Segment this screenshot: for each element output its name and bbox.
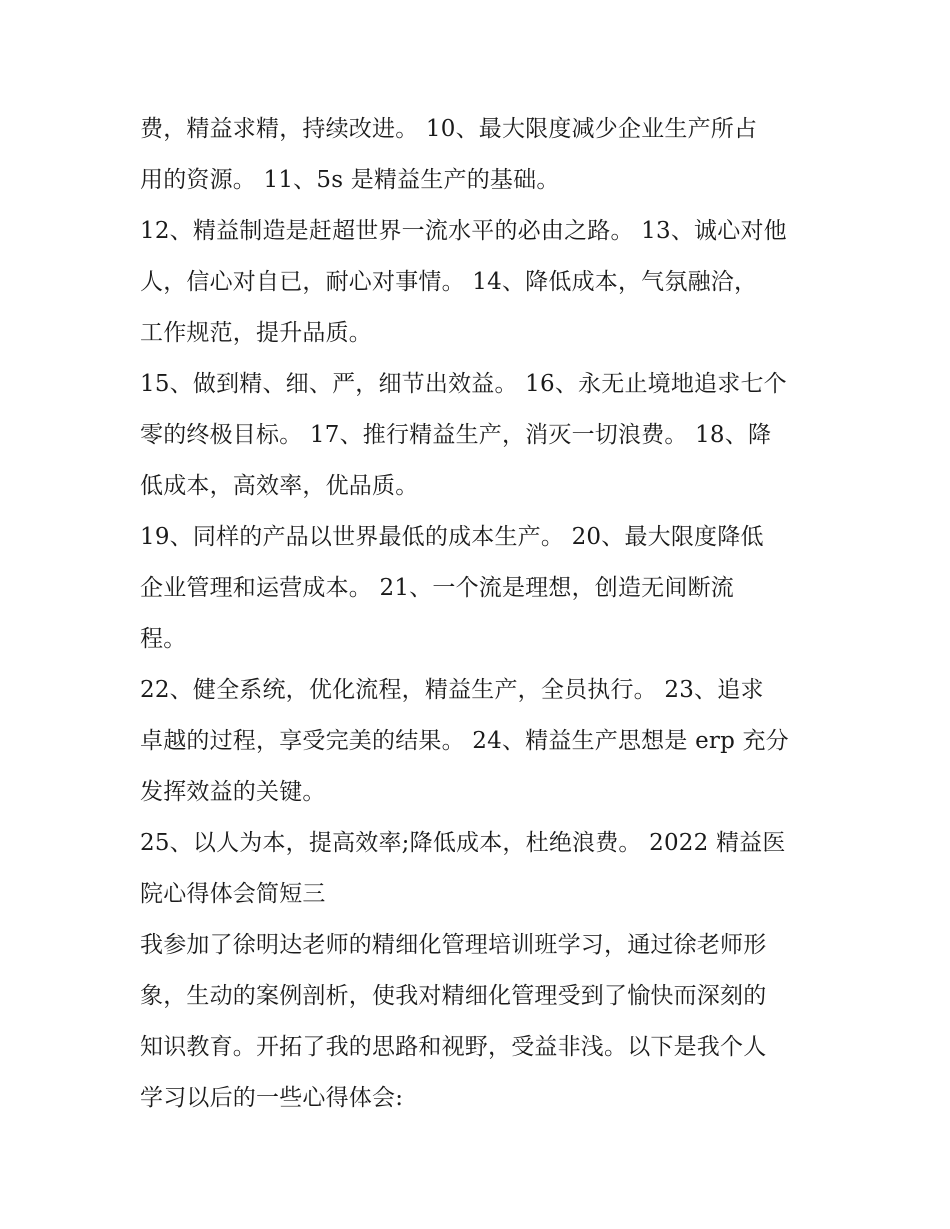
text-line: 象，生动的案例剖析，使我对精细化管理受到了愉快而深刻的 <box>140 983 767 1009</box>
document-body <box>140 104 820 1124</box>
text-line: 我参加了徐明达老师的精细化管理培训班学习，通过徐老师形 <box>140 932 767 958</box>
paragraph-1 <box>140 104 820 206</box>
text-line: 22、健全系统，优化流程，精益生产，全员执行。 23、追求 <box>140 677 764 703</box>
text-line: 知识教育。开拓了我的思路和视野，受益非浅。以下是我个人 <box>140 1034 767 1060</box>
text-line: 费，精益求精，持续改进。 10、最大限度减少企业生产所占 <box>140 116 758 142</box>
text-line: 用的资源。 11、5s 是精益生产的基础。 <box>140 167 560 193</box>
text-line: 零的终极目标。 17、推行精益生产，消灭一切浪费。 18、降 <box>140 422 772 448</box>
text-line: 15、做到精、细、严，细节出效益。 16、永无止境地追求七个 <box>140 371 787 397</box>
paragraph-6 <box>140 818 820 920</box>
text-line: 企业管理和运营成本。 21、一个流是理想，创造无间断流 <box>140 575 734 601</box>
paragraph-5 <box>140 665 820 818</box>
text-line: 人，信心对自已，耐心对事情。 14、降低成本，气氛融洽， <box>140 269 758 295</box>
text-line: 12、精益制造是赶超世界一流水平的必由之路。 13、诚心对他 <box>140 218 787 244</box>
text-line: 25、以人为本，提高效率;降低成本，杜绝浪费。 2022 精益医 <box>140 830 786 856</box>
text-line: 卓越的过程，享受完美的结果。 24、精益生产思想是 erp 充分 <box>140 728 789 754</box>
paragraph-7 <box>140 920 820 1124</box>
text-line: 低成本，高效率，优品质。 <box>140 473 419 499</box>
text-line: 发挥效益的关键。 <box>140 779 326 805</box>
paragraph-3 <box>140 359 820 512</box>
paragraph-2 <box>140 206 820 359</box>
text-line: 学习以后的一些心得体会: <box>140 1085 404 1111</box>
paragraph-4 <box>140 512 820 665</box>
text-line: 工作规范，提升品质。 <box>140 320 372 346</box>
text-line: 19、同样的产品以世界最低的成本生产。 20、最大限度降低 <box>140 524 764 550</box>
text-line: 程。 <box>140 626 187 652</box>
text-line: 院心得体会简短三 <box>140 881 326 907</box>
